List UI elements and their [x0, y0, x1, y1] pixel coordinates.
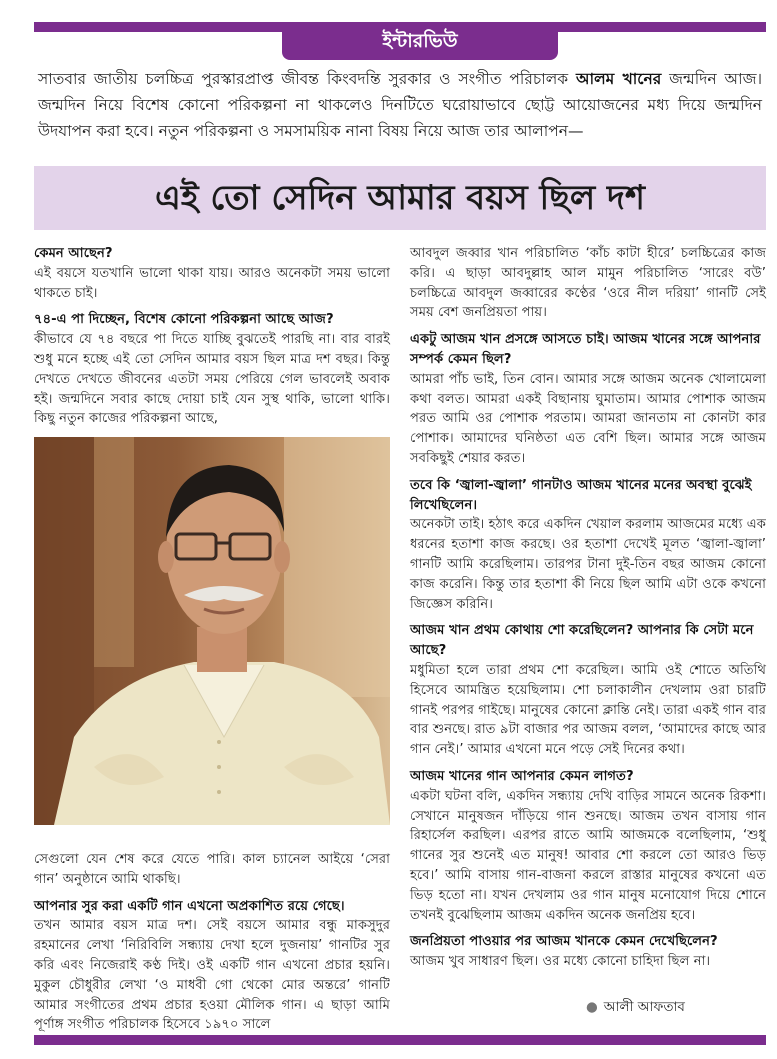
answer: অনেকটা তাই। হঠাৎ করে একদিন খেয়াল করলাম আজমের মধ্যে এক ধরনের হতাশা কাজ করছে। ওর হতাশা দেখেই মূলত ‘জ্বালা-জ্বালা’ গানটি আমি করেছিলাম। তারপর টানা দুই-তিন বছর আজম কোনো কাজ করেনি। কিন্তু তার হতাশা কী নিয়ে ছিল আমি এটা ওকে কখনো জিজ্ঞেস করিনি।: [410, 517, 766, 612]
question: আপনার সুর করা একটি গান এখনো অপ্রকাশিত রয়ে গেছে।: [34, 898, 345, 914]
section-label: ইন্টারভিউ: [282, 22, 558, 60]
intro-paragraph: [38, 66, 762, 144]
answer: এই বয়সে যতখানি ভালো থাকা যায়। আরও অনেকটা সময় ভালো থাকতে চাই।: [34, 265, 390, 301]
intro-text-end: জন্মদিন আজ। জন্মদিন নিয়ে বিশেষ কোনো পরিকল্পনা না থাকলেও দিনটিতে ঘরোয়াভাবে ছোট্ট আয়োজনের মধ্য দিয়ে জন্মদিন উদযাপন করা হবে। নতুন পরিকল্পনা ও সমসাময়িক নানা বিষয় নিয়ে আজ তার আলাপন—: [38, 70, 762, 140]
answer: কীভাবে যে ৭৪ বছরে পা দিতে যাচ্ছি বুঝতেই পারছি না। বার বারই শুধু মনে হচ্ছে এই তো সেদিন আমার বয়স ছিল মাত্র দশ বছর। কিন্তু দেখতে দেখতে জীবনের এতটা সময় পেরিয়ে গেল ভাবলেই অবাক হই। জন্মদিনে সবার কাছে দোয়া চাই যেন সুস্থ থাকি, ভালো থাকি। কিছু নতুন কাজের পরিকল্পনা আছে,: [34, 332, 390, 427]
intro-name: আলম খানের: [576, 70, 662, 88]
question: ৭৪-এ পা দিচ্ছেন, বিশেষ কোনো পরিকল্পনা আছে আজ?: [34, 312, 334, 328]
answer: একটা ঘটনা বলি, একদিন সন্ধ্যায় দেখি বাড়ির সামনে অনেক রিকশা। সেখানে মানুষজন দাঁড়িয়ে গান শুনছে। আজম তখন বাসায় গান রিহার্সেল করছিল। এরপর রাতে আমি আজমকে বলেছিলাম, ‘শুধু গানের সুর শুনেই এত মানুষ! আবার শো করলে তো আরও ভিড় হবে।’ আমি বাসায় গান-বাজনা করলে রাস্তার মানুষের কখনো এত ভিড় হতো না। যখন দেখলাম ওর গান মানুষ মনোযোগ দিয়ে শোনে তখনই বুঝেছিলাম আজম একদিন অনেক জনপ্রিয় হবে।: [410, 788, 766, 923]
byline: [586, 996, 685, 1019]
answer: আজম খুব সাধারণ ছিল। ওর মধ্যে কোনো চাহিদা ছিল না।: [410, 954, 711, 970]
answer: মধুমিতা হলে তারা প্রথম শো করেছিল। আমি ওই শোতে অতিথি হিসেবে আমন্ত্রিত হয়েছিলাম। শো চলাকালীন দেখলাম ওরা চারটি গানই পরপর গাইছে। মানুষের কোনো ক্লান্তি নেই। তারা একই গান বার বার শুনছে। রাত ৯টা বাজার পর আজম বলল, ‘আমাদের কাছে আর গান নেই।’ আমার এখনো মনে পড়ে সেই দিনের কথা।: [410, 662, 766, 758]
question: আজম খানের গান আপনার কেমন লাগত?: [410, 768, 634, 784]
answer: আমরা পাঁচ ভাই, তিন বোন। আমার সঙ্গে আজম অনেক খোলামেলা কথা বলত। আমরা একই বিছানায় ঘুমাতাম। আমার পোশাক আজম পরত আমি ওর পোশাক পরতাম। আমরা জানতাম না কোনটা কার পোশাক। আমাদের ঘনিষ্ঠতা এত বেশি ছিল। আমার সঙ্গে আজম সবকিছুই শেয়ার করত।: [410, 371, 766, 466]
question: আজম খান প্রথম কোথায় শো করেছিলেন? আপনার কি সেটা মনে আছে?: [410, 623, 754, 659]
bullet-icon: ●: [586, 999, 598, 1015]
question: জনপ্রিয়তা পাওয়ার পর আজম খানকে কেমন দেখেছিলেন?: [410, 934, 718, 950]
question: কেমন আছেন?: [34, 246, 113, 261]
left-column-bottom: [34, 850, 390, 1035]
answer-continued: আবদুল জব্বার খান পরিচালিত ‘কাঁচ কাটা হীরে’ চলচ্চিত্রের কাজ করি। এ ছাড়া আবদুল্লাহ আল মামুন পরিচালিত ‘সারেং বউ’ চলচ্চিত্রে আবদুল জব্বারের কণ্ঠের ‘ওরে নীল দরিয়া’ গানটি সেই সময় বেশ জনপ্রিয়তা পায়।: [410, 246, 766, 321]
right-column: [410, 244, 766, 972]
portrait-photo: [34, 437, 390, 825]
question: তবে কি ‘জ্বালা-জ্বালা’ গানটাও আজম খানের মনের অবস্থা বুঝেই লিখেছিলেন।: [410, 477, 752, 513]
answer: তখন আমার বয়স মাত্র দশ। সেই বয়সে আমার বন্ধু মাকসুদুর রহমানের লেখা ‘নিরিবিলি সন্ধ্যায় দেখা হলে দুজনায়’ গানটির সুর করি এবং নিজেরাই কণ্ঠ দিই। ওই একটি গান এখনো প্রচার হয়নি। মুকুল চৌধুরীর লেখা ‘ও মাধবী গো থেকো মোর অন্তরে’ গানটি আমার সংগীতের প্রথম প্রচার হওয়া মৌলিক গান। এ ছাড়া আমি পূর্ণাঙ্গ সংগীত পরিচালক হিসেবে ১৯৭০ সালে: [34, 918, 390, 1033]
author-name: আলী আফতাব: [603, 999, 685, 1015]
intro-text-start: সাতবার জাতীয় চলচ্চিত্র পুরস্কারপ্রাপ্ত জীবন্ত কিংবদন্তি সুরকার ও সংগীত পরিচালক: [38, 70, 577, 88]
answer-continued: সেগুলো যেন শেষ করে যেতে পারি। কাল চ্যানেল আইয়ে ‘সেরা গান’ অনুষ্ঠানে আমি থাকছি।: [34, 852, 390, 887]
headline: এই তো সেদিন আমার বয়স ছিল দশ: [154, 178, 646, 218]
bottom-accent-rule: [34, 1035, 766, 1045]
left-column-top: [34, 244, 390, 429]
question: একটু আজম খান প্রসঙ্গে আসতে চাই। আজম খানের সঙ্গে আপনার সম্পর্ক কেমন ছিল?: [410, 332, 761, 367]
